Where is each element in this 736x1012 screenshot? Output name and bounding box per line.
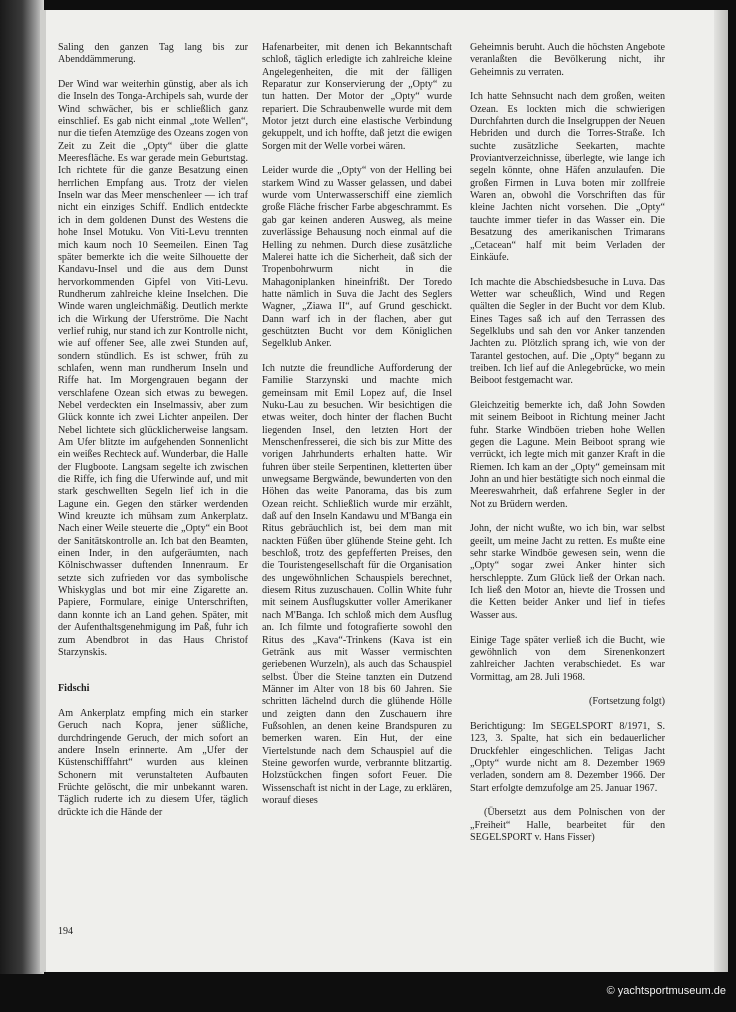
paragraph: Ich machte die Abschiedsbesuche in Luva. Das Wetter war scheußlich, Wind und Regen quälten die Segler in der Bucht vor dem Klub. Eines Tages saß ich auf den Terrassen des Segelklubs und sah den vor Anker tanzenden Jachten zu. Plötzlich sprang ich, wie von der Tarantel gestochen, auf. Die „Opty“ begann zu treiben. Ich lief auf die Anlegebrücke, wo mein Beiboot festgemacht war.: [470, 276, 665, 387]
paragraph: Saling den ganzen Tag lang bis zur Abenddämmerung.: [58, 42, 248, 66]
text-column-2: [262, 42, 452, 820]
text-column-1: [58, 42, 248, 831]
page-edge-shadow: [714, 10, 728, 972]
paragraph: Hafenarbeiter, mit denen ich Bekanntschaft schloß, täglich erledigte ich zahlreiche kleine Angelegenheiten, die mit der fälligen Reparatur zur Konservierung der „Opty“ zu tun hatten. Der Motor der „Opty“ wurde repariert. Die Schraubenwelle wurde mit dem Motor jetzt durch eine elastische Verbindung gekuppelt, und ich hoffte, daß jetzt die ewigen Sorgen mit der Welle vorbei wären.: [262, 42, 452, 152]
correction-note: Berichtigung: Im SEGELSPORT 8/1971, S. 123, 3. Spalte, hat sich ein bedauerlicher Druckfehler eingeschlichen. Teligas Jacht „Opty“ wurde nicht am 8. Dezember 1969 verladen, sondern am 8. Dezember 1966. Der Start erfolgte demzufolge am 25. Januar 1967.: [470, 720, 665, 794]
text-column-3: [470, 42, 665, 857]
paragraph: Ich hatte Sehnsucht nach dem großen, weiten Ozean. Es lockten mich die schwierigen Durchfahrten durch die Inselgruppen der Neuen Hebriden und durch die Torres-Straße. Ich suchte zusätzliche Seekarten, machte Proviantverzeichnisse, überlegte, wie lange ich segeln könnte, ohne Häfen anzulaufen. Die großen Firmen in Luva boten mir zollfreie Waren an, obwohl die Vorschriften das für kleine Jachten nicht vorsehen. Die „Opty“ tauchte immer tiefer in das Wasser ein. Die Besatzung des amerikanischen Trimarans „Cetacean“ half mit beim Verladen der Einkäufe.: [470, 91, 665, 263]
paragraph: Am Ankerplatz empfing mich ein starker Geruch nach Kopra, jener süßliche, durchdringende Geruch, der mich sofort an andere Inseln erinnerte. Am „Ufer der Küstenschifffahrt“ wurden aus kleinen Schonern mit verunstalteten Aufbauten Früchte gelöscht, die mir unbekannt waren. Täglich ruderte ich zu diesem Ufer, täglich drückte ich die Hände der: [58, 707, 248, 818]
translation-note: (Übersetzt aus dem Polnischen von der „Freiheit“ Halle, bearbeitet für den SEGELSPORT v. Hans Fisser): [470, 807, 665, 843]
continuation-note: (Fortsetzung folgt): [589, 696, 665, 708]
paragraph: Geheimnis beruht. Auch die höchsten Angebote veranlaßten die Bevölkerung nicht, ihr Geheimnis zu verraten.: [470, 42, 665, 78]
paragraph: Der Wind war weiterhin günstig, aber als ich die Inseln des Tonga-Archipels sah, wurde der Wind schwächer, bis er schließlich ganz einschlief. Es gab nicht einmal „tote Wellen“, nur die tiefen Atemzüge des Ozeans zogen von Zeit zu Zeit die „Opty“ über die glatte Meeresfläche. Es war gerade mein Geburtstag. Ich richtete für die ganze Besatzung einen herrlichen Empfang aus. Trotz der vielen Inseln war das Meer menschenleer — ich traf nicht ein einziges Schiff. Endlich entdeckte ich in dem goldenen Dunst des Westens die hohe Insel Motuku. Von Viti-Levu trennten mich kaum noch 10 Seemeilen. Einen Tag später bemerkte ich die weite Silhouette der Kandavu-Insel und die aus dem Dunst hervorkommenden Gipfel von Viti-Levu. Rundherum zahlreiche kleine Inselchen. Die Winde waren ungleichmäßig. Deutlich merkte ich die Wirkung der Uferströme. Die Nacht verlief ruhig, nur stand ich zur Kontrolle nicht, wie auf offener See, alle zwei Stunden auf, sondern stündlich. Es ist schwer, früh zu schlafen, wenn man rundherum Inseln und Riffe hat. Im Morgengrauen begann der verschlafene Ozean sich etwas zu bewegen. Nebel verdeckten ein Inselmassiv, aber zum Glück konnte ich zwei Lichter anpeilen. Der Nebel lichtete sich glücklicherweise langsam. Am Ufer blitzte im aufgehenden Sonnenlicht ein weißes Rechteck auf. Wunderbar, die Halle der Flugboote. Langsam segelte ich zwischen die Riffe, ich fing die Uferwinde auf, und mit stark geschwellten Segeln lief ich in die Lagune ein. Gegen den stärker werdenden Wind kreuzte ich mühsam zum Ankerplatz. Nach einer Weile steuerte die „Opty“ ein Boot der Sanitätskontrolle an. Ich bat den Beamten, einen Inder, in den aufgeräumten, nach Kölnischwasser duftenden Innenraum. Er setzte sich zufrieden vor das symbolische Whiskyglas und bot mir eine Zigarette an. Papiere, Formulare, einige Unterschriften, dann konnte ich an Land gehen. Später, mit der Aufenthaltsgenehmigung im Paß, fuhr ich zum Abendbrot in das Haus Christof Starzynskis.: [58, 79, 248, 658]
section-heading: Fidschi: [58, 683, 90, 695]
paragraph: Einige Tage später verließ ich die Bucht, wie gewöhnlich von dem Sirenenkonzert zahlreicher Jachten verabschiedet. Es war Vormittag, am 28. Juli 1968.: [470, 634, 665, 683]
paragraph: Gleichzeitig bemerkte ich, daß John Sowden mit seinem Beiboot in Richtung meiner Jacht fuhr. Starke Windböen trieben hohe Wellen gegen die Lagune. Mein Beiboot sprang wie verrückt, ich legte mich mit ganzer Kraft in die Riemen. Ich kam an der „Opty“ gemeinsam mit John an und hier bestätigte sich noch einmal die Meereswahrheit, daß erfahrene Segler in der Not zu Brüdern werden.: [470, 399, 665, 510]
book-spine-shadow: [0, 0, 44, 1012]
paragraph: Leider wurde die „Opty“ von der Helling bei starkem Wind zu Wasser gelassen, und dabei wurde vom Unterwasserschiff eine ziemlich große Fläche frischer Farbe abgeschrammt. Es gab gar keinen anderen Ausweg, als meine zuverlässige Behausung noch einmal auf die Helling zu nehmen. Durch diese zusätzliche Malerei hatte ich die Sicherheit, daß sich der Tropenbohrwurm nicht in die Mahagoniplanken hineinfrißt. Der Toredo hatte nämlich in Suva die Jacht des Seglers Wagner, „Ziawa II“, auf Grund geschickt. Dann warf ich in der flachen, aber gut geschützten Bucht vor dem Königlichen Segelklub Anker.: [262, 165, 452, 350]
copyright-credit: © yachtsportmuseum.de: [606, 985, 726, 997]
page-number: 194: [58, 926, 73, 937]
paragraph: Ich nutzte die freundliche Aufforderung der Familie Starzynski und machte mich gemeinsam mit Emil Lopez auf, die Insel Nuku-Lau zu besuchen. Wir besichtigen die etwas weiter, doch hinter der flachen Bucht liegenden Insel, den letzten Hort der Menschenfresserei, die sich bis zur Mitte des vorigen Jahrhunderts erhalten hatte. Wir fuhren über steile Serpentinen, kletterten über unwegsame Bergwände, bewunderten von den Höhen das weite Panorama, das bis zum Ozean reicht. Schließlich wurde mir erzählt, daß auf den Inseln Kandawu und M'Banga ein Ritus gebräuchlich ist, bei dem man mit nackten Füßen über glühende Steine geht. Ich beschloß, trotz des gepfefferten Preises, den die Touristengesellschaft für die Organisation des ungewöhnlichen Schauspiels berechnet, diesem Ritus zuzuschauen. Collin White fuhr mit seinem Ausflugskutter voller Amerikaner nach M'Banga. Ich schloß mich dem Ausflug an. Ich filmte und fotografierte sowohl den Ritus des „Kava“-Trinkens (Kava ist ein Getränk aus mit Wasser vermischten geriebenen Wurzeln), als auch das Schauspiel selbst. Über die Steine tanzten ein Dutzend Männer im Alter von 18 bis 60 Jahren. Sie schritten lächelnd durch die glühende Hölle und zeigten dann den Zuschauern ihre Fußsohlen, an denen keine Brandspuren zu bemerken waren. Ein Hut, der eine Viertelstunde nach dem Schauspiel auf die Steine geworfen wurde, verbrannte blitzartig. Holzstückchen fingen sofort Feuer. Die Wissenschaft ist nicht in der Lage, zu erklären, worauf dieses: [262, 362, 452, 806]
paragraph: John, der nicht wußte, wo ich bin, war selbst geeilt, um meine Jacht zu retten. Es mußte eine sehr starke Windböe gewesen sein, wenn die „Opty“ sogar zwei Anker hinter sich herschleppte. Zum Glück ließ der Orkan nach. Ich ließ den Motor an, hievte die Trossen und die Ketten beider Anker und lief in tiefes Wasser aus.: [470, 523, 665, 621]
